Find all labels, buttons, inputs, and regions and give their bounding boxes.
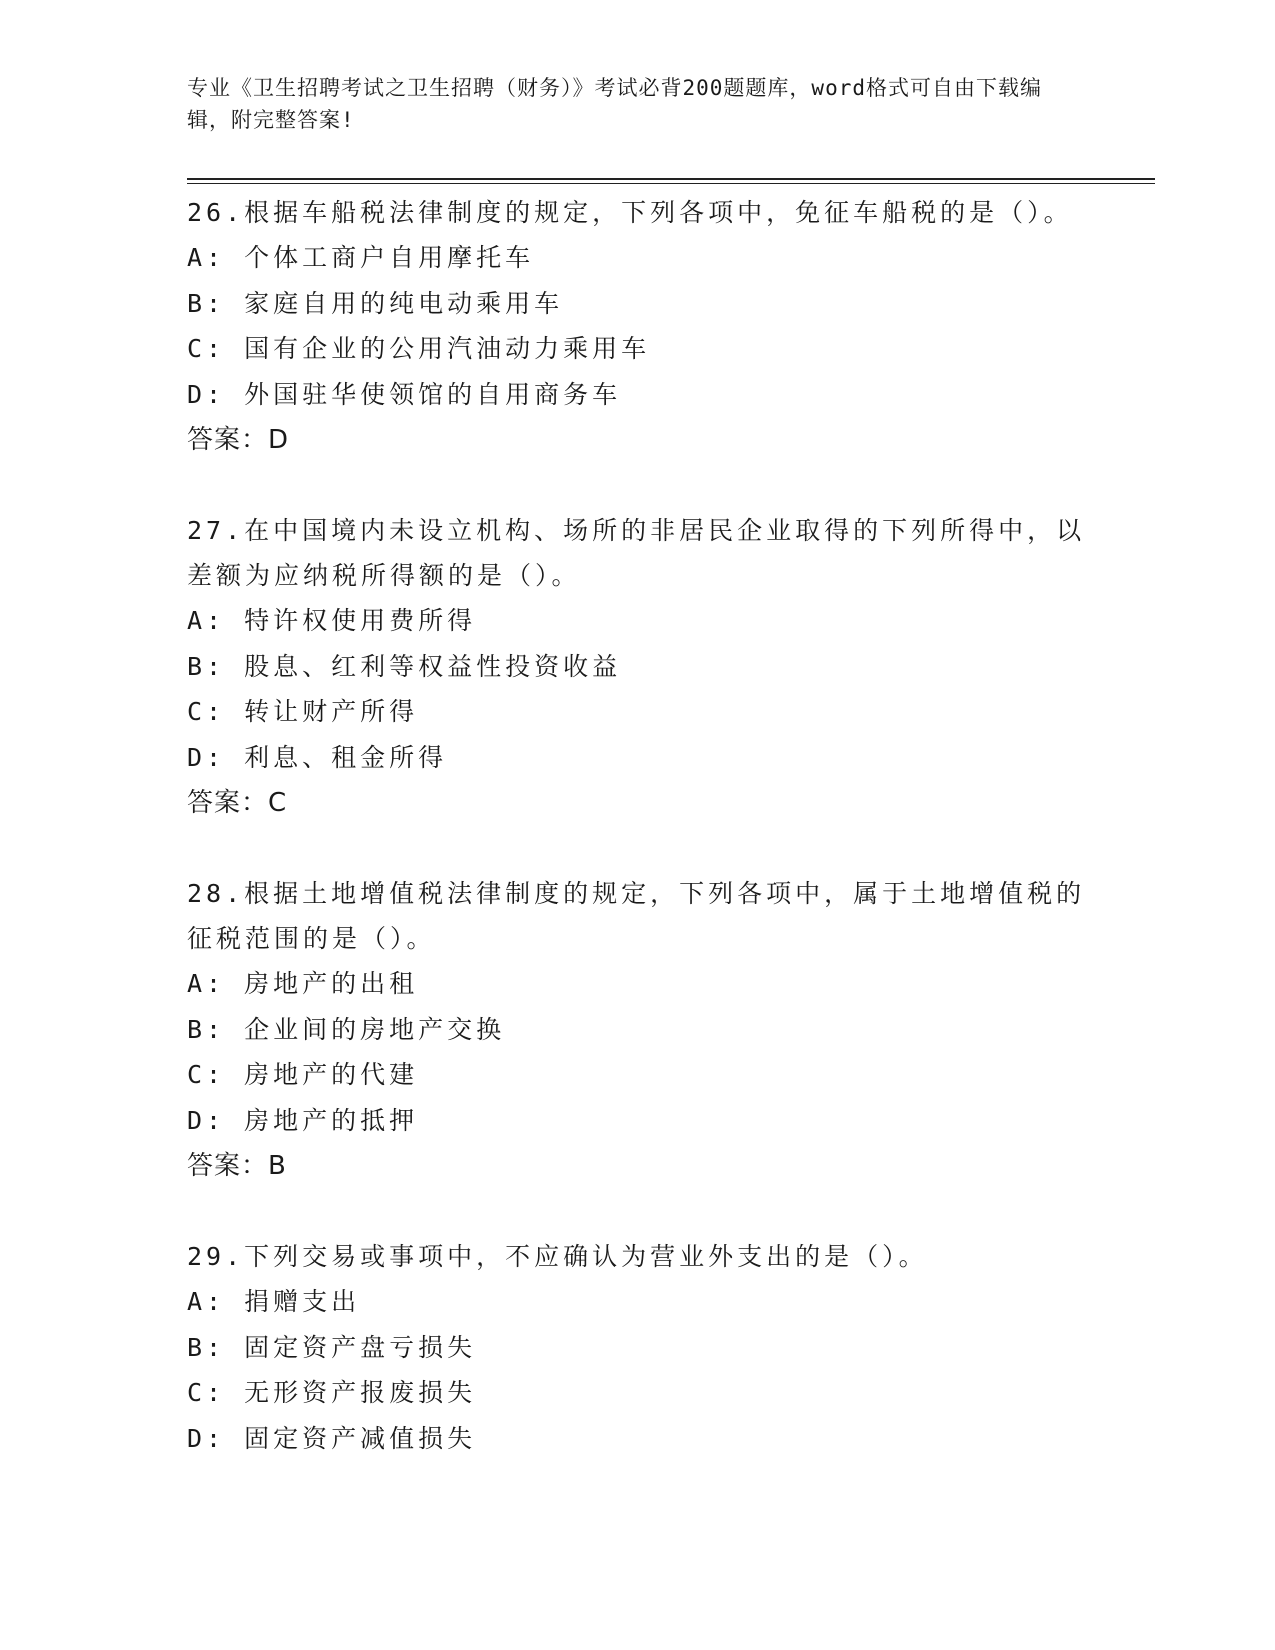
option-c: C: 房地产的代建 bbox=[187, 1060, 419, 1089]
option-b: B: 固定资产盘亏损失 bbox=[187, 1332, 477, 1362]
option-b: B: 股息、红利等权益性投资收益 bbox=[187, 651, 622, 681]
option-c: C: 无形资产报废损失 bbox=[187, 1378, 477, 1407]
option-d: D: 房地产的抵押 bbox=[187, 1105, 419, 1135]
header-rule-thin bbox=[187, 183, 1155, 184]
question-26 bbox=[187, 190, 1087, 463]
question-list bbox=[187, 190, 1087, 1461]
document-intro: 专业《卫生招聘考试之卫生招聘（财务）》考试必背200题题库，word格式可自由下载编辑，附完整答案! bbox=[187, 76, 1042, 132]
option-a: A: 房地产的出租 bbox=[187, 969, 419, 998]
option-a: A: 特许权使用费所得 bbox=[187, 606, 477, 635]
answer-line: 答案：C bbox=[187, 788, 288, 818]
spacer bbox=[187, 1189, 1087, 1234]
question-text: 27.在中国境内未设立机构、场所的非居民企业取得的下列所得中，以差额为应纳税所得额的是（）。 bbox=[187, 516, 1086, 590]
answer-line: 答案：B bbox=[187, 1151, 287, 1181]
option-d: D: 利息、租金所得 bbox=[187, 742, 448, 772]
option-d: D: 固定资产减值损失 bbox=[187, 1423, 477, 1453]
answer-line: 答案：D bbox=[187, 425, 290, 455]
question-28 bbox=[187, 871, 1087, 1189]
option-b: B: 家庭自用的纯电动乘用车 bbox=[187, 288, 564, 318]
header-rule-thick bbox=[187, 178, 1155, 180]
option-b: B: 企业间的房地产交换 bbox=[187, 1014, 506, 1044]
option-c: C: 国有企业的公用汽油动力乘用车 bbox=[187, 334, 651, 363]
option-d: D: 外国驻华使领馆的自用商务车 bbox=[187, 379, 622, 409]
question-text: 26.根据车船税法律制度的规定，下列各项中，免征车船税的是（）。 bbox=[187, 198, 1073, 227]
option-c: C: 转让财产所得 bbox=[187, 697, 419, 726]
option-a: A: 捐赠支出 bbox=[187, 1287, 361, 1316]
question-text: 29.下列交易或事项中，不应确认为营业外支出的是（）。 bbox=[187, 1242, 928, 1271]
question-27 bbox=[187, 508, 1087, 826]
option-a: A: 个体工商户自用摩托车 bbox=[187, 243, 535, 272]
question-text: 28.根据土地增值税法律制度的规定，下列各项中，属于土地增值税的征税范围的是（）。 bbox=[187, 879, 1086, 953]
spacer bbox=[187, 826, 1087, 871]
question-29 bbox=[187, 1234, 1087, 1461]
spacer bbox=[187, 463, 1087, 508]
